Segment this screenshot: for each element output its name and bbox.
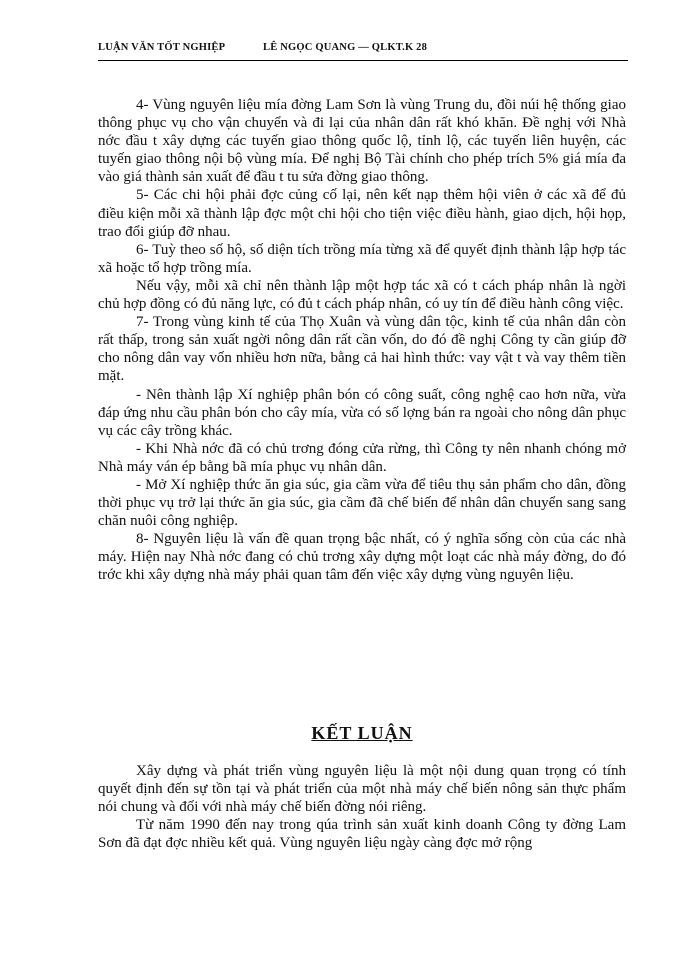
paragraph: - Khi Nhà nớc đã có chủ trơng đóng cửa rừng, thì Công ty nên nhanh chóng mở Nhà máy ván ép bằng bã mía phục vụ nhân dân. — [98, 440, 626, 475]
paragraph: - Nên thành lập Xí nghiệp phân bón có công suất, công nghệ cao hơn nữa, vừa đáp ứng nhu cầu phân bón cho cây mía, vừa có số lợng bán ra ngoài cho nông dân phục vụ các cây trồng khác. — [98, 386, 626, 439]
paragraph: 5- Các chi hội phải đợc củng cố lại, nên kết nạp thêm hội viên ở các xã để đủ điều kiện mỗi xã thành lập đợc một chi hội cho tiện việc điều hành, giao dịch, hội họp, trao đổi giúp đỡ nhau. — [98, 187, 626, 240]
recommendations-section — [98, 96, 626, 585]
paragraph: 7- Trong vùng kinh tế của Thọ Xuân và vùng dân tộc, kinh tế của nhân dân còn rất thấp, trong sản xuất ngời nông dân rất cần vốn, do đó đề nghị Công ty cần giúp đỡ cho nông dân vay vốn nhiều hơn nữa, bằng cả hai hình thức: vay vật t và vay thêm tiền mặt. — [98, 314, 626, 385]
header-author: LÊ NGỌC QUANG — QLKT.K 28 — [263, 42, 428, 53]
paragraph: Từ năm 1990 đến nay trong qúa trình sản xuất kinh doanh Công ty đờng Lam Sơn đã đạt đợc nhiều kết quả. Vùng nguyên liệu ngày càng đợc mở rộng — [98, 817, 626, 852]
conclusion-heading: KẾT LUẬN — [311, 723, 413, 743]
paragraph: 4- Vùng nguyên liệu mía đờng Lam Sơn là vùng Trung du, đồi núi hệ thống giao thông phục vụ cho vận chuyển và đi lại của nhân dân rất khó khăn. Đề nghị với Nhà nớc đầu t xây dựng các tuyến giao thông quốc lộ, tỉnh lộ, các tuyến liên huyện, các tuyến giao thông nội bộ vùng mía. Để nghị Bộ Tài chính cho phép trích 5% giá mía đa vào giá thành sản xuất để đầu t tu sửa đờng giao thông. — [98, 97, 626, 186]
header-divider — [98, 60, 628, 61]
paragraph: 6- Tuỳ theo số hộ, số diện tích trồng mía từng xã để quyết định thành lập hợp tác xã hoặc tổ hợp trồng mía. — [98, 241, 626, 276]
paragraph: 8- Nguyên liệu là vấn đề quan trọng bậc nhất, có ý nghĩa sống còn của các nhà máy. Hiện nay Nhà nớc đang có chủ trơng xây dựng một loạt các nhà máy đờng, do đó trớc khi xây dựng nhà máy phải quan tâm đến việc xây dựng vùng nguyên liệu. — [98, 531, 626, 584]
conclusion-section — [98, 762, 626, 852]
paragraph: Xây dựng và phát triển vùng nguyên liệu là một nội dung quan trọng có tính quyết định đến sự tồn tại và phát triển của một nhà máy chế biến nông sản thực phẩm nói chung và đối với nhà máy chế biến đờng nói riêng. — [98, 763, 626, 816]
paragraph: Nếu vậy, mỗi xã chỉ nên thành lập một hợp tác xã có t cách pháp nhân là ngời chủ hợp đồng có đủ năng lực, có đủ t cách pháp nhân, có uy tín để điều hành công việc. — [98, 277, 626, 313]
paragraph: - Mở Xí nghiệp thức ăn gia súc, gia cầm vừa để tiêu thụ sản phẩm cho dân, đồng thời phục vụ trở lại thức ăn gia súc, gia cầm đã chế biến để nhân dân chuyển sang sang chăn nuôi công nghiệp. — [98, 476, 626, 530]
header-thesis-label: LUẬN VĂN TỐT NGHIỆP — [98, 42, 226, 53]
